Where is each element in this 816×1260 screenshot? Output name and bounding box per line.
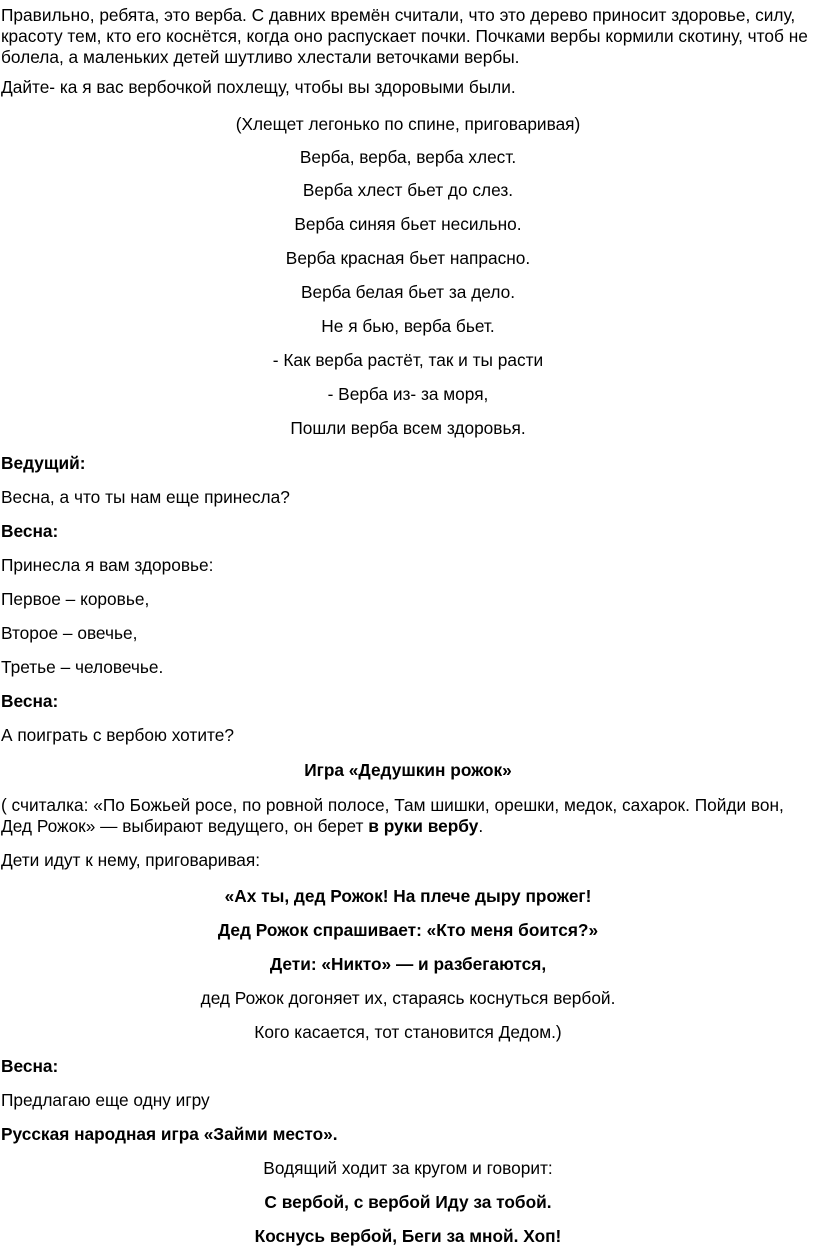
verse-line: (Хлещет легонько по спине, приговаривая) <box>235 114 581 134</box>
verse-line: Верба хлест бьет до слез. <box>302 180 514 200</box>
host-question: Весна, а что ты нам еще принесла? <box>1 487 290 507</box>
spring-line: Второе – овечье, <box>1 623 138 643</box>
rule-line: дед Рожок догоняет их, стараясь коснуться вербой. <box>200 988 616 1008</box>
chant-line: С вербой, с вербой Иду за тобой. <box>264 1192 552 1212</box>
rule-line: Кого касается, тот становится Дедом.) <box>254 1022 562 1042</box>
chant-line: Коснусь вербой, Беги за мной. Хоп! <box>254 1226 562 1246</box>
chant-line: Дед Рожок спрашивает: «Кто меня боится?» <box>217 920 599 940</box>
game-lead-line: Водящий ходит за кругом и говорит: <box>263 1158 553 1178</box>
verse-line: - Как верба растёт, так и ты расти <box>272 350 544 370</box>
children-go-line: Дети идут к нему, приговаривая: <box>1 850 261 870</box>
speaker-label: Ведущий: <box>1 453 86 473</box>
spring-line: Принесла я вам здоровье: <box>1 555 214 575</box>
speaker-label: Весна: <box>1 521 59 541</box>
verse-line: Пошли верба всем здоровья. <box>290 418 526 438</box>
verse-line: - Верба из- за моря, <box>327 384 489 404</box>
game-description <box>1 795 810 837</box>
verse-line: Верба, верба, верба хлест. <box>299 147 517 167</box>
verse-line: Верба синяя бьет несильно. <box>294 214 522 234</box>
line-daite: Дайте- ка я вас вербочкой похлещу, чтобы вы здоровыми были. <box>1 77 516 97</box>
game-title: Русская народная игра «Займи место». <box>1 1124 338 1144</box>
verse-line: Верба красная бьет напрасно. <box>285 248 531 268</box>
verse-line: Верба белая бьет за дело. <box>300 282 516 302</box>
game-description-end: . <box>478 816 484 836</box>
game-description-bold: в руки вербу <box>368 816 479 836</box>
chant-line: «Ах ты, дед Рожок! На плече дыру прожег! <box>224 886 592 906</box>
spring-line: Первое – коровье, <box>1 589 150 609</box>
spring-line: Третье – человечье. <box>1 657 164 677</box>
game-description-text: ( считалка: «По Божьей росе, по ровной полосе, Там шишки, орешки, медок, сахарок. Пойди вон, Дед Рожок» — выбирают ведущего, он берет <box>1 795 784 836</box>
speaker-label: Весна: <box>1 1056 59 1076</box>
game-title: Игра «Дедушкин рожок» <box>304 760 512 780</box>
speaker-label: Весна: <box>1 691 59 711</box>
chant-line: Дети: «Никто» — и разбегаются, <box>269 954 547 974</box>
play-question: А поиграть с вербою хотите? <box>1 725 234 745</box>
intro-paragraph: Правильно, ребята, это верба. С давних времён считали, что это дерево приносит здоровье, силу, красоту тем, кто его коснётся, когда оно распускает почки. Почками вербы кормили скотину, чтоб не болела, а маленьких детей шутливо хлестали веточками вербы. <box>1 5 808 67</box>
offer-game-line: Предлагаю еще одну игру <box>1 1090 210 1110</box>
verse-line: Не я бью, верба бьет. <box>321 316 495 336</box>
